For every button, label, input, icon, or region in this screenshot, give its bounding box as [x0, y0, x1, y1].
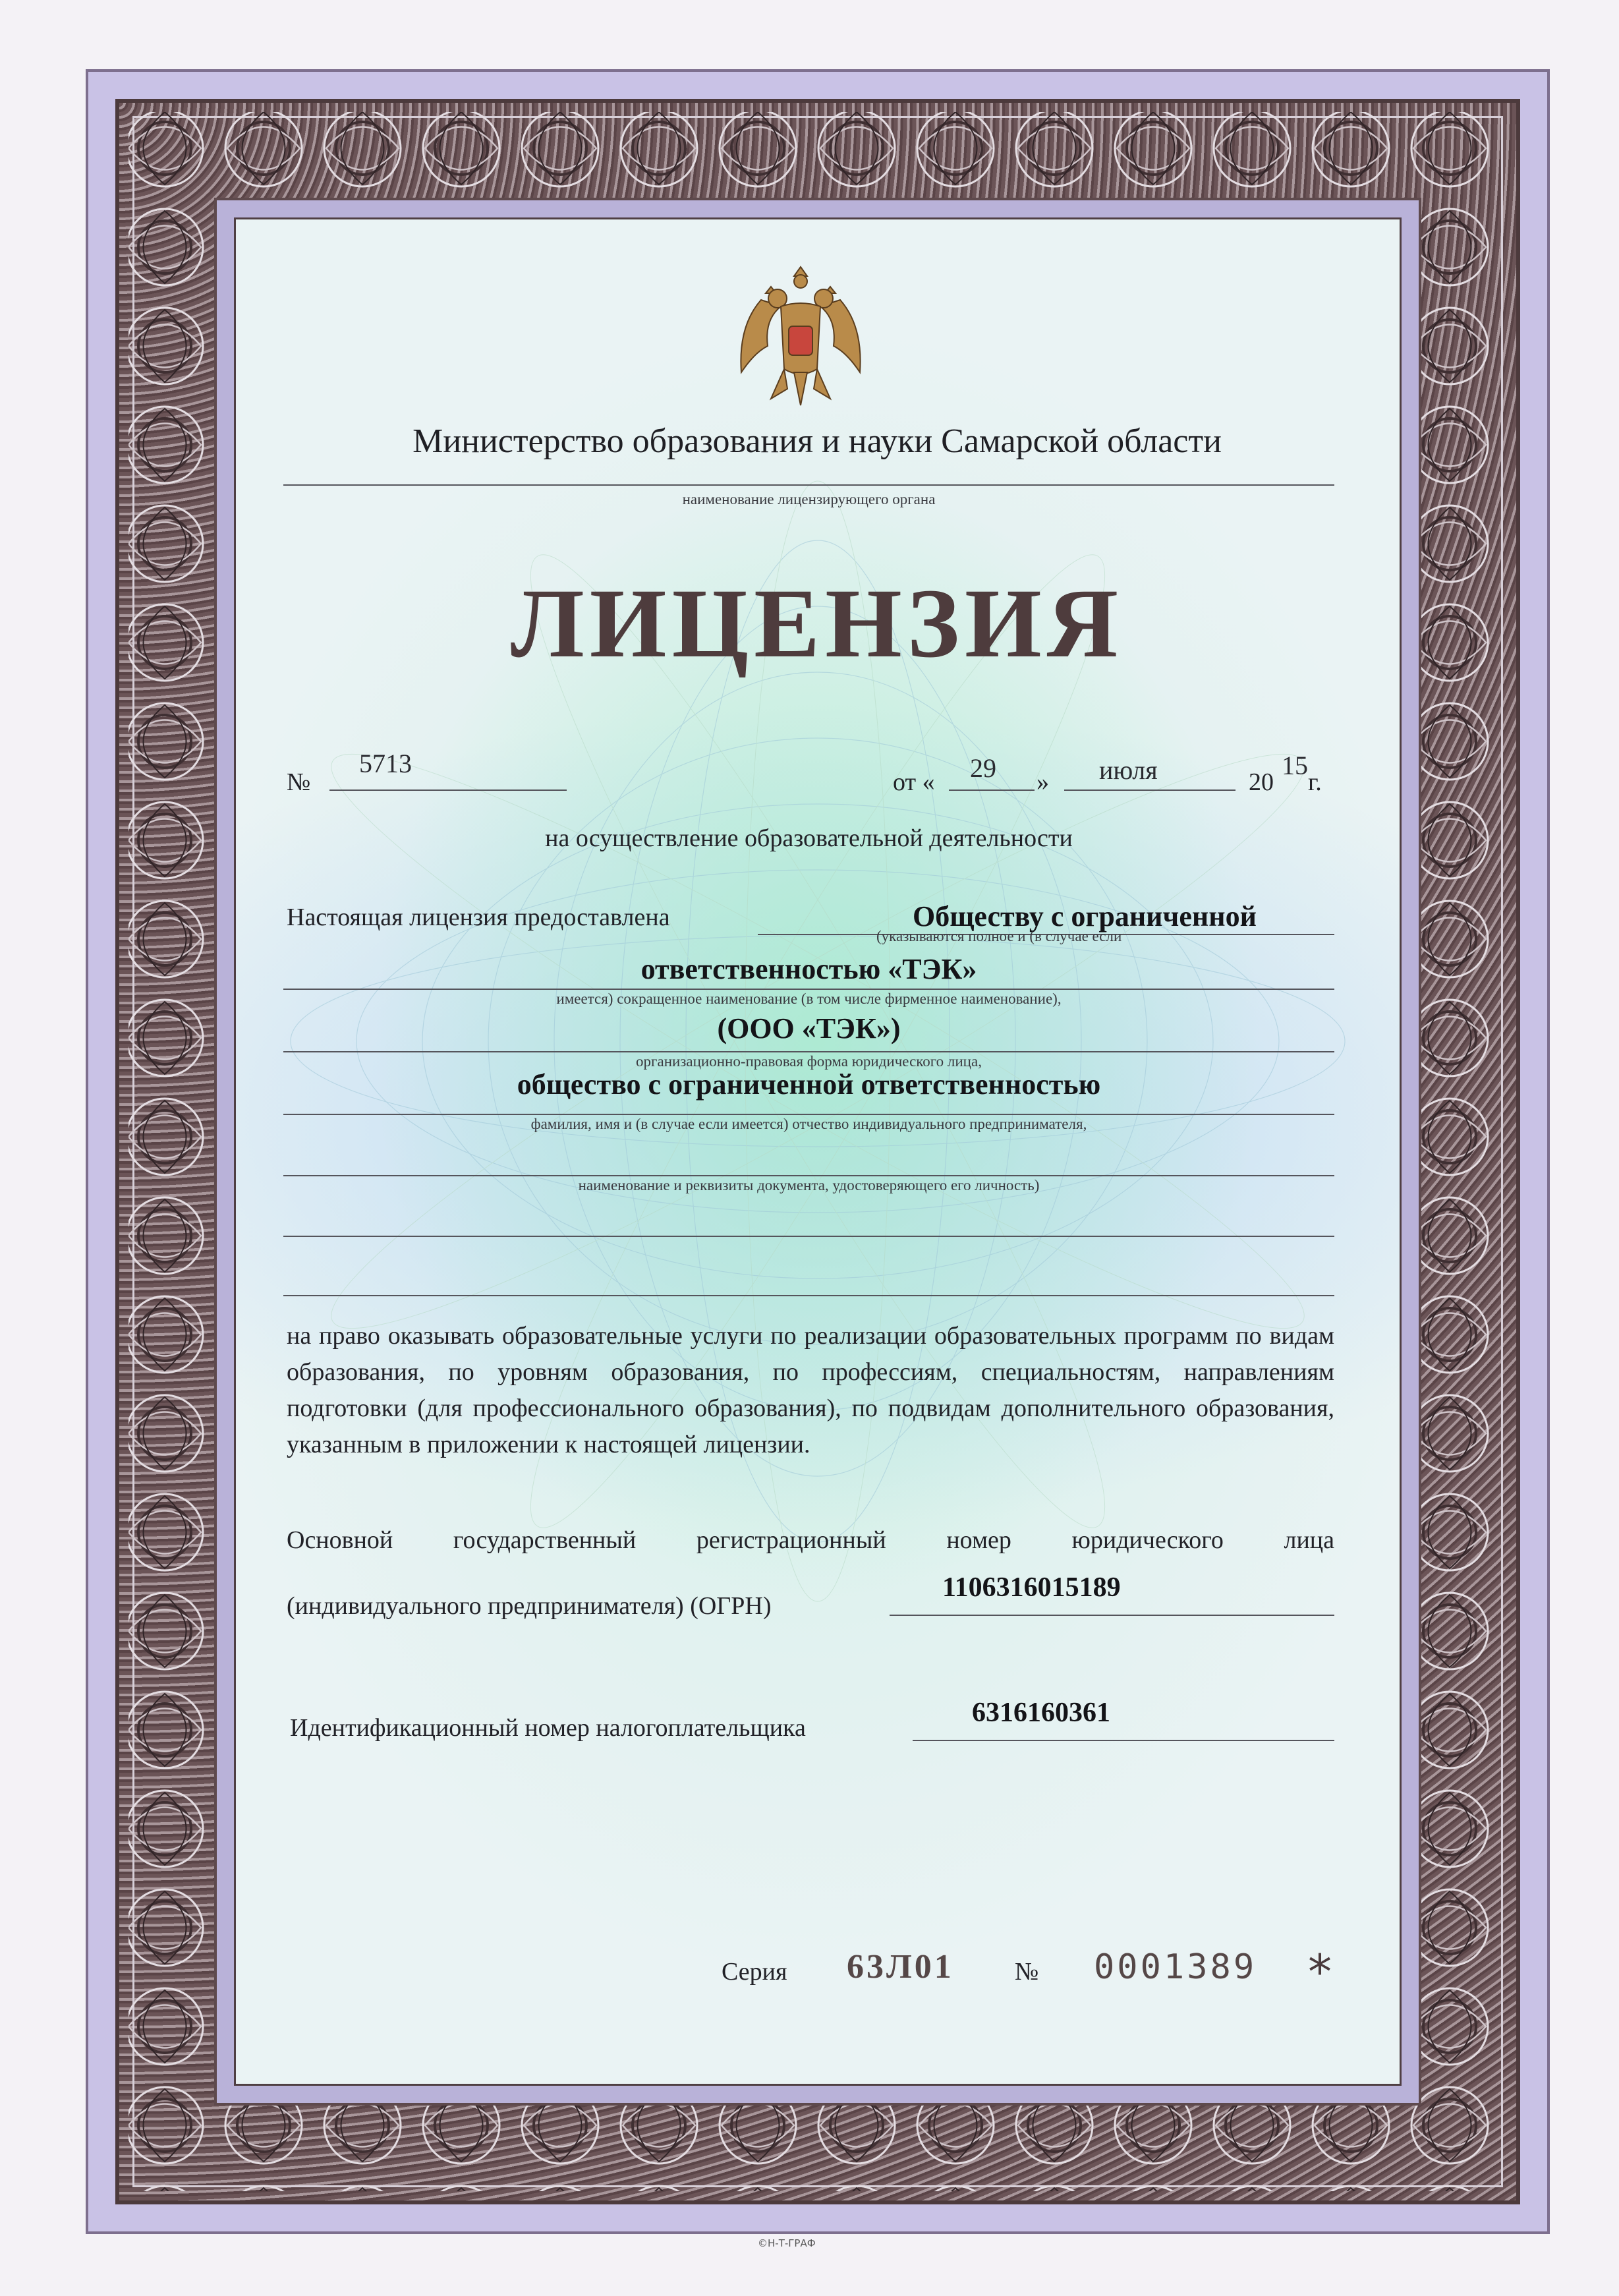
- issuer-caption: наименование лицензирующего органа: [682, 491, 936, 507]
- caption-full-name: (указываются полное и (в случае если: [876, 928, 1122, 944]
- inn-underline: [913, 1740, 1334, 1741]
- inn-label: Идентификационный номер налогоплательщика: [290, 1714, 806, 1742]
- double-headed-eagle-emblem: [725, 254, 876, 422]
- caption-individual: фамилия, имя и (в случае если имеется) отчество индивидуального предпринимателя,: [530, 1116, 1087, 1132]
- full-name-part1: Обществу с ограниченной: [913, 900, 1257, 933]
- issuer-underline: [283, 484, 1334, 486]
- legal-form-underline: [283, 1114, 1334, 1115]
- day-underline: [949, 789, 1035, 791]
- ogrn-label-line1: Основной государственный регистрационный номер юридического лица: [287, 1526, 1334, 1554]
- license-month: июля: [1099, 755, 1158, 785]
- license-day: 29: [970, 753, 996, 783]
- rights-paragraph: на право оказывать образовательные услуги по реализации образовательных программ по видам образования, по уровням образования, по профессиям, специальностям, направлениям подготовки (для профессионального образования), по подвидам дополнительного образования, указанным в приложении к настоящей лицензии.: [287, 1322, 1334, 1458]
- series-label: Серия: [722, 1958, 787, 1986]
- ogrn-value: 1106316015189: [942, 1572, 1121, 1603]
- short-name: (ООО «ТЭК»): [717, 1012, 901, 1045]
- year-suffix: 15: [1282, 751, 1308, 780]
- number-underline: [329, 789, 567, 791]
- series-number: 0001389: [1094, 1947, 1257, 1987]
- ogrn-label-line2: (индивидуального предпринимателя) (ОГРН): [287, 1592, 772, 1620]
- month-underline: [1064, 789, 1236, 791]
- full-name-underline: [283, 989, 1334, 990]
- caption-identity-document: наименование и реквизиты документа, удостоверяющего его личность): [578, 1177, 1040, 1193]
- individual-underline: [283, 1175, 1334, 1176]
- license-number: 5713: [359, 749, 412, 778]
- blank-line-2: [283, 1295, 1334, 1296]
- asterisk-mark: *: [1308, 1944, 1332, 1999]
- caption-legal-form: организационно-правовая форма юридического лица,: [636, 1053, 982, 1070]
- document-title: ЛИЦЕНЗИЯ: [510, 569, 1123, 678]
- series-value: 63Л01: [847, 1948, 954, 1986]
- full-name-part2: ответственностью «ТЭК»: [640, 953, 977, 985]
- license-purpose: на осуществление образовательной деятельности: [545, 824, 1073, 852]
- printer-mark: ©Н-Т-ГРАФ: [758, 2237, 816, 2249]
- granted-to-label: Настоящая лицензия предоставлена: [287, 904, 670, 931]
- year-prefix: 20: [1249, 768, 1274, 796]
- caption-short-name: имеется) сокращенное наименование (в том числе фирменное наименование),: [556, 990, 1062, 1007]
- year-end: г.: [1308, 768, 1322, 796]
- number-label: №: [287, 768, 311, 796]
- date-from-label: от «: [893, 768, 935, 796]
- day-close-label: »: [1037, 768, 1049, 796]
- short-name-underline: [283, 1051, 1334, 1052]
- blank-line-1: [283, 1236, 1334, 1237]
- ogrn-underline: [890, 1615, 1334, 1616]
- issuer-name: Министерство образования и науки Самарской области: [412, 422, 1222, 460]
- legal-form: общество с ограниченной ответственностью: [517, 1068, 1101, 1101]
- series-number-label: №: [1015, 1958, 1039, 1986]
- inn-value: 6316160361: [972, 1698, 1110, 1728]
